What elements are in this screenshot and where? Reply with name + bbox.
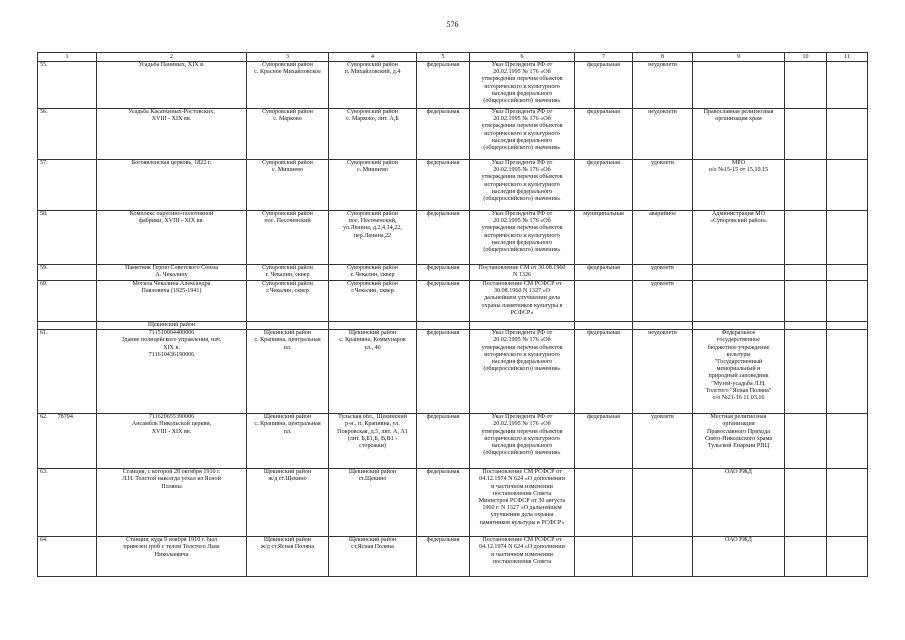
column-number: 8: [633, 53, 693, 62]
user-cell: ОАО РЖД: [693, 469, 785, 537]
user-cell: Администрация МО «Суворовский район»: [693, 211, 785, 265]
user-cell: МРО о/о №15-15 от 15.10.15: [693, 160, 785, 211]
address-cell: Щекинский район с. Крапивна, Коммунаров ул., 40: [329, 330, 417, 414]
user-cell: ОАО РЖД: [693, 537, 785, 577]
location-cell: Суворовский район пос. Песоченский: [247, 211, 329, 265]
address-cell: Суворовский район г.Чекалин, сквер: [329, 281, 417, 322]
table-row: [38, 330, 868, 414]
user-cell: Православная религиозная организация храм: [693, 109, 785, 160]
column-number: 5: [417, 53, 470, 62]
column-number: 10: [785, 53, 827, 62]
location-cell: Щекинский район ж/д ст.Щекино: [247, 469, 329, 537]
table-row: [38, 211, 868, 265]
address-cell: Суворовский район с. Марково, лит. А,Б: [329, 109, 417, 160]
user-cell: [693, 265, 785, 281]
user-cell: [693, 62, 785, 109]
empty-cell: [827, 281, 868, 322]
table-row: [38, 469, 868, 537]
object-name-cell: Комплекс парусино-полотняной фабрики, XVIII - XIX вв.: [97, 211, 247, 265]
condition-cell: удовлетв: [633, 414, 693, 469]
row-number-cell: [38, 469, 97, 537]
column-number: 1: [38, 53, 97, 62]
section-header-row: [38, 322, 868, 330]
table-row: [38, 414, 868, 469]
row-number: 58.: [40, 211, 48, 217]
empty-cell: [827, 211, 868, 265]
empty-cell: [785, 109, 827, 160]
condition-cell: [633, 537, 693, 577]
table-row: [38, 62, 868, 109]
document-cell: Указ Президента РФ от 20.02.1995 № 176 «Об утверждении перечня объектов исторического и культурного наследия федерального (общероссийского) значения»: [470, 160, 575, 211]
table-row: [38, 160, 868, 211]
address-cell: Щекинский район ст.Щекино: [329, 469, 417, 537]
column-number: 6: [470, 53, 575, 62]
row-number: 62.: [40, 414, 48, 421]
row-number: 64.: [40, 537, 48, 544]
location-cell: Суворовский район г.Чекалин, сквер: [247, 281, 329, 322]
row-number-cell: [38, 211, 97, 265]
user-cell: [693, 281, 785, 322]
table-row: [38, 281, 868, 322]
category-cell: федеральная: [417, 211, 470, 265]
category-cell: федеральная: [417, 109, 470, 160]
section-number-cell: [38, 322, 97, 330]
condition-cell: удовлетв: [633, 160, 693, 211]
object-name-cell: 711620655390006 Ансамбль Никольской церкви, XVIII - XIX вв.: [97, 414, 247, 469]
empty-cell: [827, 414, 868, 469]
table-row: [38, 109, 868, 160]
empty-cell: [470, 322, 575, 330]
object-name-cell: Станция, куда 9 ноября 1910 г. был привезен гроб с телом Толстого Льва Николаевича: [97, 537, 247, 577]
user-cell: Федеральное государственное бюджетное учреждение культуры "Государственный мемориальный и природный заповедник "Музей-усадьба Л.Н. Толстого "Ясная Поляна" о/о №21-16 11.03.16: [693, 330, 785, 414]
empty-cell: [827, 469, 868, 537]
empty-cell: [785, 62, 827, 109]
category-cell: федеральная: [417, 62, 470, 109]
empty-cell: [575, 322, 633, 330]
condition-cell: неудовлетв: [633, 109, 693, 160]
object-name-cell: Станция, с которой 28 октября 1910 г. Л.Н. Толстой навсегда уехал из Ясной Поляны: [97, 469, 247, 537]
significance-cell: [575, 537, 633, 577]
document-cell: Указ Президента РФ от 20.02.1995 № 176 «Об утверждении перечня объектов исторического и культурного наследия федерального (общероссийского) значения»: [470, 109, 575, 160]
document-cell: Постановление СМ РСФСР от 30.08.1960 N 1327 «О дальнейшем улучшении дела охраны памятников культуры в РСФСР»: [470, 281, 575, 322]
document-cell: Указ Президента РФ от 20.02.1995 № 176 «Об утверждении перечня объектов исторического и культурного наследия федерального (общероссийского) значения»: [470, 330, 575, 414]
location-cell: Суворовский район с. Мишнево: [247, 160, 329, 211]
object-name-cell: Усадьба Паниных, XIX в.: [97, 62, 247, 109]
location-cell: Щекинский район с. Крапивна, центральная пл.: [247, 414, 329, 469]
row-number: 59.: [40, 265, 48, 271]
significance-cell: [575, 469, 633, 537]
document-cell: Указ Президента РФ от 20.02.1995 № 176 «Об утверждении перечня объектов исторического и культурного наследия федерального (общероссийского) значения»: [470, 211, 575, 265]
empty-cell: [785, 211, 827, 265]
empty-cell: [827, 109, 868, 160]
table-body: [38, 53, 868, 577]
location-cell: Щекинский район ж/д ст.Ясная Поляна: [247, 537, 329, 577]
empty-cell: [785, 265, 827, 281]
document-cell: Постановление СМ РСФСР от 04.12.1974 N 624 «О дополнении и частичном изменении постановления Совета: [470, 537, 575, 577]
row-number-cell: [38, 330, 97, 414]
empty-cell: [417, 322, 470, 330]
address-cell: Суворовский район п. Михайловский, д.4: [329, 62, 417, 109]
row-number-cell: [38, 265, 97, 281]
significance-cell: федеральная: [575, 265, 633, 281]
condition-cell: неудовлетв: [633, 330, 693, 414]
significance-cell: федеральная: [575, 109, 633, 160]
significance-cell: [575, 281, 633, 322]
empty-cell: [827, 265, 868, 281]
empty-cell: [633, 322, 693, 330]
document-cell: Указ Президента РФ от 20.02.1995 № 176 «Об утверждении перечня объектов исторического и культурного наследия федерального (общероссийского) значения»: [470, 62, 575, 109]
significance-cell: федеральная: [575, 62, 633, 109]
row-number: 55.: [40, 62, 48, 68]
category-cell: федеральная: [417, 469, 470, 537]
address-cell: Щекинский район ст.Ясная Поляна: [329, 537, 417, 577]
address-cell: Суворовский район пос. Песоченский, ул.Ленина, д.2,4,14,22, пер.Ленина,22: [329, 211, 417, 265]
object-name-cell: Могила Чекалина Александра Павловича (1925-1941): [97, 281, 247, 322]
object-name-cell: Усадьба Касаткиных-Ростовских, XVIII - XIX вв.: [97, 109, 247, 160]
row-number-cell: [38, 281, 97, 322]
document-cell: Постановление СМ РСФСР от 04.12.1974 N 624 «О дополнении и частичном изменении постановления Совета Министров РСФСР от 30 августа 1960 г. N 1327 «О дальнейшем улучшении дела охраны памятников культуры в РСФСР»: [470, 469, 575, 537]
significance-cell: федеральная: [575, 160, 633, 211]
condition-cell: неудовлетв: [633, 62, 693, 109]
category-cell: федеральная: [417, 160, 470, 211]
column-number: 4: [329, 53, 417, 62]
row-number: 56.: [40, 109, 48, 115]
empty-cell: [827, 330, 868, 414]
page-number: 576: [446, 20, 459, 29]
column-number: 3: [247, 53, 329, 62]
condition-cell: удовлетв: [633, 281, 693, 322]
empty-cell: [827, 160, 868, 211]
address-cell: Тульская обл., Щекинский р-н., п. Крапивна, ул. Покровская, д.5, лит. А, А1 (лит. Б,Б1,Б, В,В1 - сторожки): [329, 414, 417, 469]
row-number: 63.: [40, 469, 48, 476]
document-cell: Постановление СМ от 30.08.1960 N 1326: [470, 265, 575, 281]
empty-cell: [247, 322, 329, 330]
row-number-cell: [38, 414, 97, 469]
location-cell: Суворовский район г. Чекалин, сквер: [247, 265, 329, 281]
document-cell: Указ Президента РФ от 20.02.1995 № 176 «Об утверждении перечня объектов исторического и культурного наследия федерального (общероссийского) значения»: [470, 414, 575, 469]
empty-cell: [785, 160, 827, 211]
condition-cell: аварийное: [633, 211, 693, 265]
significance-cell: федеральная: [575, 330, 633, 414]
condition-cell: удовлетв: [633, 265, 693, 281]
row-number-cell: [38, 537, 97, 577]
object-name-cell: Богоявленская церковь, 1822 г.: [97, 160, 247, 211]
empty-cell: [693, 322, 785, 330]
empty-cell: [785, 322, 827, 330]
address-cell: Суворовский район г. Чекалин, сквер: [329, 265, 417, 281]
object-name-cell: Памятник Герою Советского Союза А. Чекалину: [97, 265, 247, 281]
column-number-row: [38, 53, 868, 62]
location-cell: Щекинский район с. Крапивна, центральная пл.: [247, 330, 329, 414]
column-number: 7: [575, 53, 633, 62]
row-number-cell: [38, 160, 97, 211]
registry-number: 78794: [57, 414, 73, 421]
heritage-registry-table: [37, 52, 868, 577]
significance-cell: муниципальная: [575, 211, 633, 265]
section-label: Щекинский район: [97, 322, 247, 330]
object-name-cell: 711510004400006 Здание полицейского управления, нач. XIX в. 711610436190006: [97, 330, 247, 414]
row-number: 61.: [40, 330, 48, 337]
empty-cell: [785, 330, 827, 414]
empty-cell: [785, 281, 827, 322]
row-number: 60.: [40, 281, 48, 287]
location-cell: Суворовский район с. Красное Михайловское: [247, 62, 329, 109]
condition-cell: [633, 469, 693, 537]
empty-cell: [329, 322, 417, 330]
column-number: 11: [827, 53, 868, 62]
address-cell: Суворовский район с. Мишнево: [329, 160, 417, 211]
category-cell: федеральная: [417, 330, 470, 414]
empty-cell: [785, 469, 827, 537]
table-row: [38, 265, 868, 281]
empty-cell: [827, 322, 868, 330]
user-cell: Местная религиозная организация Православного Прихода Свято-Никольского храма Тульской Епархии РПЦ: [693, 414, 785, 469]
category-cell: федеральная: [417, 265, 470, 281]
column-number: 2: [97, 53, 247, 62]
location-cell: Суворовский район с. Марково: [247, 109, 329, 160]
row-number-cell: [38, 109, 97, 160]
category-cell: федеральная: [417, 281, 470, 322]
empty-cell: [827, 537, 868, 577]
table-row: [38, 537, 868, 577]
row-number: 57.: [40, 160, 48, 166]
category-cell: федеральная: [417, 537, 470, 577]
significance-cell: федеральная: [575, 414, 633, 469]
empty-cell: [785, 537, 827, 577]
column-number: 9: [693, 53, 785, 62]
row-number-cell: [38, 62, 97, 109]
empty-cell: [785, 414, 827, 469]
category-cell: федеральная: [417, 414, 470, 469]
empty-cell: [827, 62, 868, 109]
